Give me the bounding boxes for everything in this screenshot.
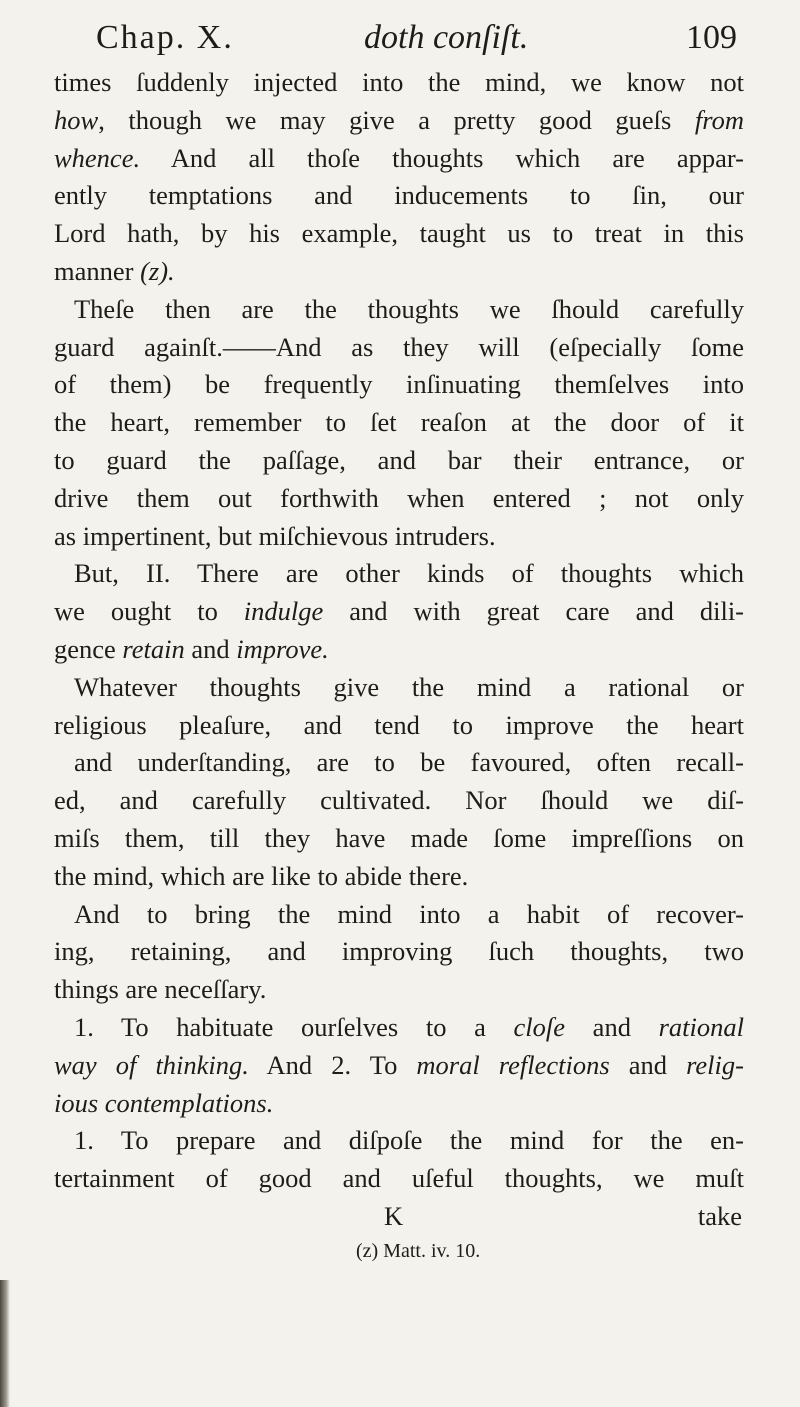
- italic-text: how: [54, 104, 99, 135]
- text-line: [54, 480, 744, 518]
- italic-text: retain: [122, 633, 185, 664]
- text-segment: But, II. There are other kinds of thoughts which: [74, 558, 744, 589]
- text-segment: things are neceſſary.: [54, 974, 267, 1005]
- text-line: [54, 971, 744, 1009]
- text-line: [54, 820, 744, 858]
- footnote: (z) Matt. iv. 10.: [356, 1239, 481, 1262]
- signature-mark: K: [384, 1200, 404, 1231]
- text-line: [54, 593, 744, 631]
- italic-text: moral reflections: [416, 1049, 610, 1080]
- text-line: [54, 404, 744, 442]
- text-line: [54, 858, 744, 896]
- text-line: [54, 442, 744, 480]
- text-line: [54, 707, 744, 745]
- text-line: [54, 555, 744, 593]
- text-line: [54, 215, 744, 253]
- text-line: [54, 1009, 744, 1047]
- text-segment: and: [184, 633, 237, 664]
- text-line: [54, 64, 744, 102]
- running-header: [96, 14, 760, 62]
- text-line: [54, 518, 744, 556]
- italic-text: way of thinking.: [54, 1049, 249, 1080]
- italic-text: improve.: [236, 633, 329, 664]
- text-segment: and underſtanding, are to be favoured, often recall-: [74, 747, 744, 778]
- text-segment: Whatever thoughts give the mind a rational or: [74, 671, 744, 702]
- text-segment: And all thoſe thoughts which are appar-: [140, 142, 744, 173]
- catchword: take: [697, 1200, 742, 1231]
- text-line: [54, 102, 744, 140]
- text-segment: , though we may give a pretty good gueſs: [98, 104, 695, 135]
- running-title: doth conſiſt.: [364, 19, 529, 56]
- text-segment: and with great care and dili-: [323, 596, 745, 627]
- chapter-heading: Chap. X.: [96, 19, 234, 56]
- text-segment: Lord hath, by his example, taught us to treat in this: [54, 218, 744, 249]
- text-segment: tertainment of good and uſeful thoughts, we muſt: [54, 1163, 744, 1194]
- text-segment: gence: [54, 633, 123, 664]
- text-line: [54, 631, 744, 669]
- text-segment: of them) be frequently inſinuating themſelves into: [54, 369, 744, 400]
- italic-text: rational: [658, 1011, 745, 1042]
- text-segment: Theſe then are the thoughts we ſhould carefully: [74, 293, 744, 324]
- italic-text: indulge: [243, 596, 324, 627]
- text-line: [54, 329, 744, 367]
- catchline: [54, 1198, 744, 1236]
- text-line: [54, 177, 744, 215]
- text-line: [54, 366, 744, 404]
- text-line: [54, 782, 744, 820]
- text-segment: religious pleaſure, and tend to improve the heart: [54, 709, 744, 740]
- text-line: [54, 669, 744, 707]
- text-segment: And to bring the mind into a habit of recover-: [74, 898, 744, 929]
- italic-text: cloſe: [513, 1011, 566, 1042]
- text-segment: 1. To prepare and diſpoſe the mind for the en-: [74, 1125, 744, 1156]
- text-line: [54, 1122, 744, 1160]
- text-segment: and: [565, 1011, 659, 1042]
- text-line: [54, 1047, 744, 1085]
- text-segment: we ought to: [54, 596, 244, 627]
- text-segment: and: [609, 1049, 687, 1080]
- text-segment: And 2. To: [248, 1049, 417, 1080]
- page-number: 109: [686, 19, 737, 56]
- text-line: [54, 933, 744, 971]
- body-text: [54, 64, 744, 1266]
- text-segment: the heart, remember to ſet reaſon at the door of it: [54, 407, 744, 438]
- italic-text: from: [694, 104, 744, 135]
- text-line: [54, 896, 744, 934]
- text-line: [54, 1085, 744, 1123]
- text-segment: miſs them, till they have made ſome impreſſions on: [54, 822, 744, 853]
- text-line: [54, 1160, 744, 1198]
- italic-text: ious contemplations.: [54, 1087, 274, 1118]
- text-line: [54, 253, 744, 291]
- text-line: [54, 140, 744, 178]
- text-segment: 1. To habituate ourſelves to a: [74, 1011, 514, 1042]
- italic-text: (z).: [140, 255, 175, 286]
- text-segment: to guard the paſſage, and bar their entrance, or: [54, 444, 744, 475]
- italic-text: relig-: [686, 1049, 744, 1080]
- text-segment: the mind, which are like to abide there.: [54, 860, 469, 891]
- italic-text: whence.: [54, 142, 141, 173]
- text-segment: guard againſt.——And as they will (eſpecially ſome: [54, 331, 744, 362]
- text-segment: ed, and carefully cultivated. Nor ſhould we diſ-: [54, 785, 744, 816]
- text-segment: ently temptations and inducements to ſin, our: [54, 180, 744, 211]
- text-segment: times ſuddenly injected into the mind, we know not: [54, 67, 744, 97]
- text-segment: manner: [54, 255, 141, 286]
- text-line: [54, 291, 744, 329]
- text-segment: drive them out forthwith when entered ; not only: [54, 482, 744, 513]
- text-line: [54, 744, 744, 782]
- text-segment: ing, retaining, and improving ſuch thoughts, two: [54, 936, 744, 967]
- book-spine-shadow: [0, 1280, 10, 1407]
- text-segment: as impertinent, but miſchievous intruders.: [54, 520, 496, 551]
